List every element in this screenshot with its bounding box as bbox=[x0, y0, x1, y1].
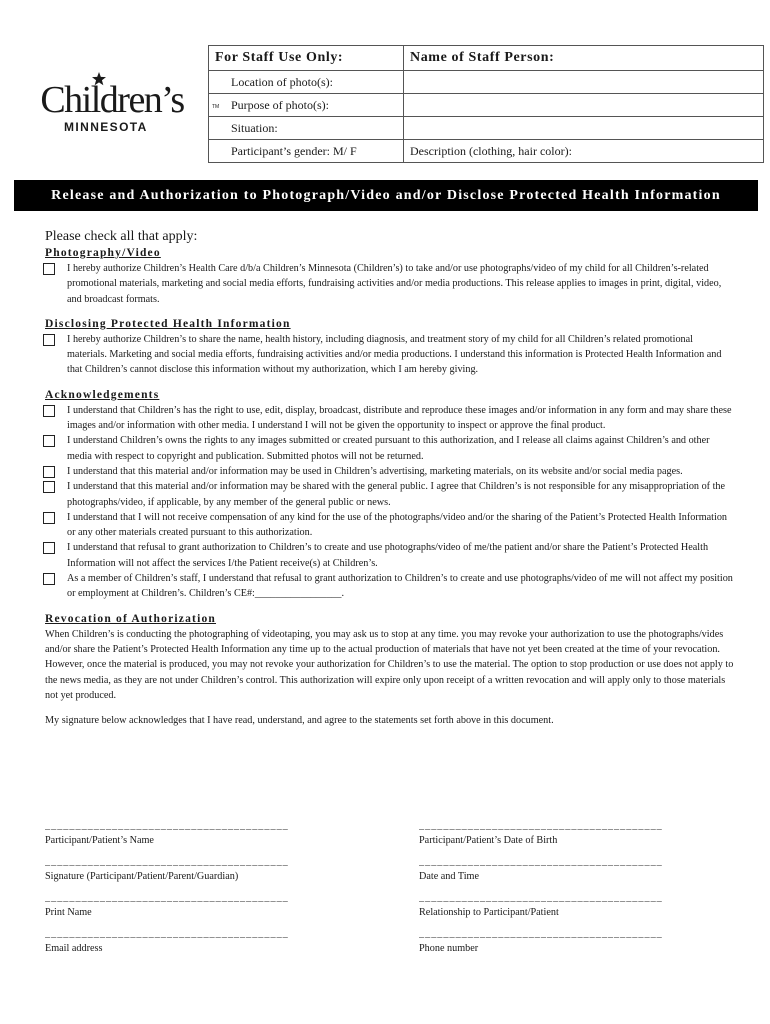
staff-row-label: Purpose of photo(s): bbox=[209, 94, 404, 117]
staff-row-field[interactable] bbox=[404, 117, 764, 140]
checkbox-label: I understand that refusal to grant authorization to Children’s to create and use photographs/video of me/the patient and/or share the Patient’s Protected Health Information will not affect the services I/the Patient receive(s) at Children’s. bbox=[67, 542, 709, 569]
checkbox[interactable] bbox=[43, 481, 55, 493]
checkbox-item[interactable] bbox=[45, 479, 735, 510]
checkbox-item[interactable] bbox=[45, 261, 735, 307]
staff-row-label: Location of photo(s): bbox=[209, 71, 404, 94]
checkbox-item[interactable] bbox=[45, 464, 735, 479]
staff-row-field[interactable]: Description (clothing, hair color): bbox=[404, 140, 764, 163]
staff-header-right[interactable]: Name of Staff Person: bbox=[404, 46, 764, 71]
checkbox-item[interactable] bbox=[45, 403, 735, 434]
signature-line[interactable]: ________________________________________ bbox=[419, 820, 663, 831]
signature-field[interactable] bbox=[45, 928, 365, 956]
signature-line[interactable]: ________________________________________ bbox=[45, 892, 289, 903]
logo-subtitle: MINNESOTA bbox=[64, 120, 148, 134]
signature-field[interactable] bbox=[419, 892, 739, 920]
checkbox[interactable] bbox=[43, 405, 55, 417]
checkbox-label: I hereby authorize Children’s Health Care d/b/a Children’s Minnesota (Children’s) to take and/or use photographs/video of my child for all Children’s-related promotional materials, marketing and social media efforts, fundraising activities and/or media productions. This release applies to images in print, digital, video, and broadcast formats. bbox=[67, 263, 722, 305]
instruction-text: Please check all that apply: bbox=[45, 229, 198, 244]
staff-use-table bbox=[208, 45, 764, 163]
signature-field-label: Phone number bbox=[419, 943, 479, 954]
staff-row-field[interactable] bbox=[404, 94, 764, 117]
checkbox[interactable] bbox=[43, 466, 55, 478]
checkbox-item[interactable] bbox=[45, 332, 735, 378]
signature-line[interactable]: ________________________________________ bbox=[419, 892, 663, 903]
checkbox-label: As a member of Children’s staff, I understand that refusal to grant authorization to Children’s to create and use photographs/video of me will not affect my position or employment at Children’s. Children’s CE#:_________________. bbox=[67, 573, 733, 600]
signature-line[interactable]: ________________________________________ bbox=[419, 856, 663, 867]
checkbox-label: I understand that I will not receive compensation of any kind for the use of the photographs/video and/or the sharing of the Patient’s Protected Health Information or any other materials created pursuant to this authorization. bbox=[67, 511, 728, 539]
checkbox-label: I understand Children’s owns the rights to any images submitted or created pursuant to this authorization, and I release all claims against Children’s and other media with respect to copyright and publication. Submitted photos will not be returned. bbox=[67, 435, 710, 462]
checkbox[interactable] bbox=[43, 263, 55, 275]
signature-field-label: Signature (Participant/Patient/Parent/Guardian) bbox=[45, 871, 239, 882]
signature-line[interactable]: ________________________________________ bbox=[45, 820, 289, 831]
signature-line[interactable]: ________________________________________ bbox=[45, 856, 289, 867]
logo-wordmark: Children’s bbox=[40, 79, 184, 121]
checkbox-item[interactable] bbox=[45, 433, 735, 464]
checkbox-label: I understand that Children’s has the right to use, edit, display, broadcast, distribute and reproduce these images and/or information in any form and may share these images and/or information with other media. I understand I will not be given the opportunity to inspect or approve the final product. bbox=[67, 404, 732, 432]
signature-line[interactable]: ________________________________________ bbox=[45, 928, 289, 939]
section-heading-phi: Disclosing Protected Health Information bbox=[45, 317, 291, 330]
checkbox-label: I hereby authorize Children’s to share the name, health history, including diagnosis, and treatment story of my child for all Children’s related promotional materials. Marketing and social media efforts, fundraising activities and/or media productions. I understand this information is Protected Health Information and that Children’s cannot disclose this information without my authorization, which I am hereby giving. bbox=[67, 333, 722, 376]
signature-field[interactable] bbox=[45, 892, 365, 920]
signature-field-label: Participant/Patient’s Date of Birth bbox=[419, 835, 558, 846]
signature-field-label: Relationship to Participant/Patient bbox=[419, 907, 559, 918]
signature-statement: My signature below acknowledges that I have read, understand, and agree to the statements set forth above in this document. bbox=[45, 715, 554, 727]
section-heading-acknowledgements: Acknowledgements bbox=[45, 388, 160, 401]
section-heading-revocation: Revocation of Authorization bbox=[45, 612, 217, 625]
staff-header-left: For Staff Use Only: bbox=[209, 46, 404, 71]
checkbox[interactable] bbox=[43, 334, 55, 346]
checkbox-label: I understand that this material and/or information may be used in Children’s advertising, marketing materials, on its website and/or social media pages. bbox=[67, 465, 683, 477]
checkbox[interactable] bbox=[43, 435, 55, 447]
form-title-banner: Release and Authorization to Photograph/Video and/or Disclose Protected Health Information bbox=[14, 180, 758, 211]
staff-row-label: Situation: bbox=[209, 117, 404, 140]
signature-field-label: Participant/Patient’s Name bbox=[45, 835, 154, 846]
logo-trademark: TM bbox=[212, 104, 220, 110]
signature-field-label: Date and Time bbox=[419, 871, 479, 882]
checkbox[interactable] bbox=[43, 573, 55, 585]
signature-field[interactable] bbox=[419, 928, 739, 956]
checkbox[interactable] bbox=[43, 512, 55, 524]
staff-row-label[interactable]: Participant’s gender: M/ F bbox=[209, 140, 404, 163]
checkbox-item[interactable] bbox=[45, 571, 735, 602]
checkbox-item[interactable] bbox=[45, 540, 735, 571]
checkbox-item[interactable] bbox=[45, 510, 735, 541]
checkbox[interactable] bbox=[43, 542, 55, 554]
checkbox-label: I understand that this material and/or information may be shared with the general public. I agree that Children’s is not responsible for any misappropriation of the photographs/video, if applicable, by any member of the general public or news. bbox=[67, 481, 726, 508]
signature-field[interactable] bbox=[45, 820, 365, 848]
section-heading-photography: Photography/Video bbox=[45, 247, 161, 259]
signature-field[interactable] bbox=[419, 820, 739, 848]
childrens-minnesota-logo bbox=[26, 78, 220, 138]
signature-line[interactable]: ________________________________________ bbox=[419, 928, 663, 939]
revocation-text: When Children’s is conducting the photographing of videotaping, you may ask us to stop at any time. you may revoke your authorization to use the photographs/vides and/or share the Patient’s Protected Health Information any time up to the actual production of materials that have not yet been created at the time of your revocation. However, once the material is produced, you may not revoke your authorization for Children’s to use the material. The option to stop production or use does not apply to the news media, as they are not under Children’s control. This authorization will expire only upon receipt of a written revocation and will apply only to those materials not yet produced. bbox=[45, 628, 734, 701]
signature-field-label: Email address bbox=[45, 943, 103, 954]
staff-row-field[interactable] bbox=[404, 71, 764, 94]
form-body bbox=[45, 228, 735, 728]
signature-field-label: Print Name bbox=[45, 907, 92, 918]
signature-field[interactable] bbox=[419, 856, 739, 884]
signature-field[interactable] bbox=[45, 856, 365, 884]
